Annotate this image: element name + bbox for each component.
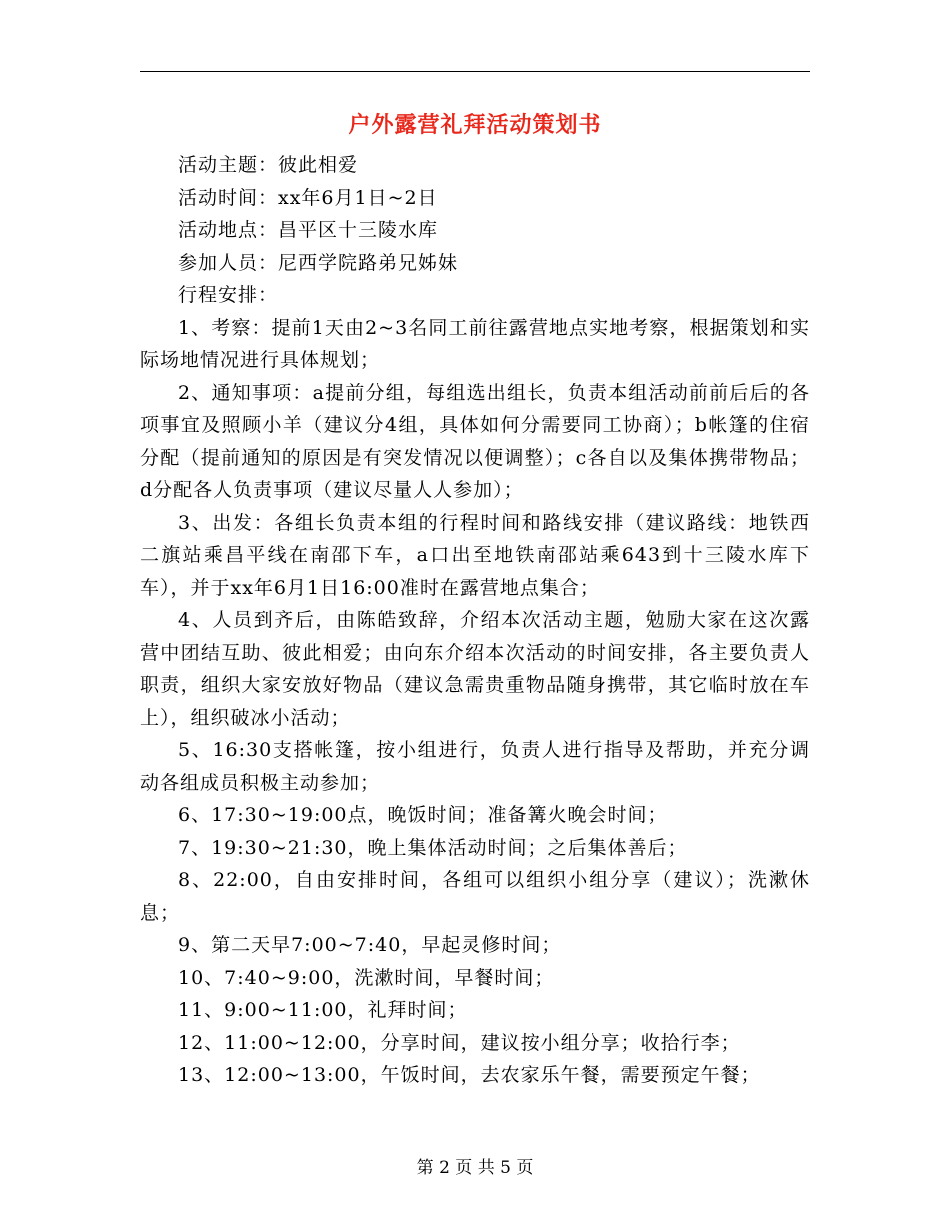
paragraph-theme: 活动主题：彼此相爱 xyxy=(178,154,359,176)
document-body xyxy=(140,149,810,1092)
schedule-item-13: 13、12:00~13:00，午饭时间，去农家乐午餐，需要预定午餐； xyxy=(178,1064,761,1086)
schedule-item-11: 11、9:00~11:00，礼拜时间； xyxy=(178,999,468,1021)
header-rule xyxy=(140,71,810,72)
schedule-item-12: 12、11:00~12:00，分享时间，建议按小组分享；收拾行李； xyxy=(178,1031,741,1054)
page-number-footer: 第 2 页 共 5 页 xyxy=(416,1158,534,1178)
paragraph-participants: 参加人员：尼西学院路弟兄姊妹 xyxy=(178,251,459,274)
schedule-item-6: 6、17:30~19:00点，晚饭时间；准备篝火晚会时间； xyxy=(178,804,668,826)
schedule-item-8: 8、22:00，自由安排时间，各组可以组织小组分享（建议）；洗漱休息； xyxy=(140,869,810,924)
schedule-item-3: 3、出发：各组长负责本组的行程时间和路线安排（建议路线：地铁西二旗站乘昌平线在南邵下车，a口出至地铁南邵站乘643到十三陵水库下车），并于xx年6月1日16:00准时在露营地点集合； xyxy=(140,511,810,599)
schedule-item-7: 7、19:30~21:30，晚上集体活动时间；之后集体善后； xyxy=(178,836,688,859)
paragraph-schedule-heading: 行程安排： xyxy=(178,284,279,306)
schedule-item-5: 5、16:30支搭帐篷，按小组进行，负责人进行指导及帮助，并充分调动各组成员积极主动参加； xyxy=(140,739,810,794)
schedule-item-2: 2、通知事项：a提前分组，每组选出组长，负责本组活动前前后后的各项事宜及照顾小羊（建议分4组，具体如何分需要同工协商）；b帐篷的住宿分配（提前通知的原因是有突发情况以便调整）；c各自以及集体携带物品；d分配各人负责事项（建议尽量人人参加）； xyxy=(140,381,810,501)
paragraph-location: 活动地点：昌平区十三陵水库 xyxy=(178,219,439,241)
schedule-item-9: 9、第二天早7:00~7:40，早起灵修时间； xyxy=(178,934,562,956)
document-title: 户外露营礼拜活动策划书 xyxy=(348,112,602,138)
schedule-item-1: 1、考察：提前1天由2~3名同工前往露营地点实地考察，根据策划和实际场地情况进行具体规划； xyxy=(140,316,810,371)
paragraph-time: 活动时间：xx年6月1日~2日 xyxy=(178,186,438,209)
schedule-item-4: 4、人员到齐后，由陈皓致辞，介绍本次活动主题，勉励大家在这次露营中团结互助、彼此相爱；由向东介绍本次活动的时间安排，各主要负责人职责，组织大家安放好物品（建议急需贵重物品随身携带，其它临时放在车上），组织破冰小活动； xyxy=(140,609,810,729)
schedule-item-10: 10、7:40~9:00，洗漱时间，早餐时间； xyxy=(178,966,555,989)
